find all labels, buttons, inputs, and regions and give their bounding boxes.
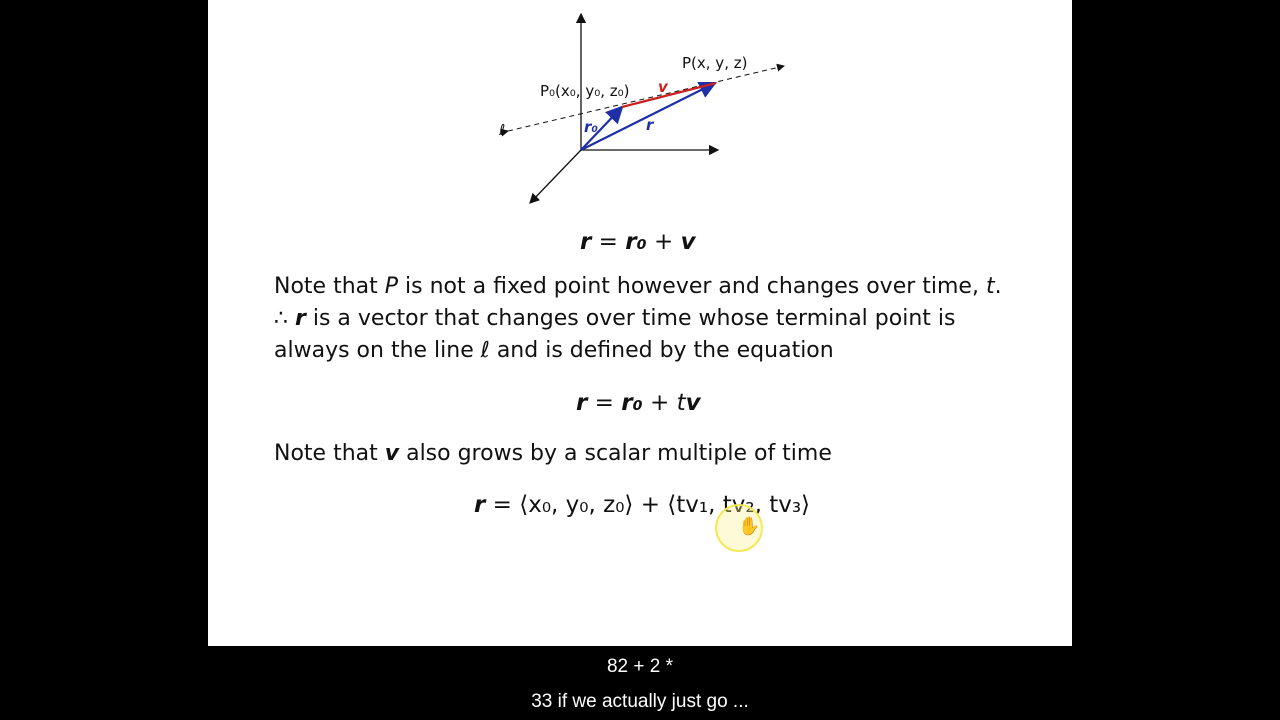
paragraph-note-p: Note that P is not a fixed point however and changes over time, t. ∴ r is a vector that changes over time whose terminal point is always on the line ℓ and is defined by the equation xyxy=(274,274,1002,363)
equation-components: r = ⟨x₀, y₀, z₀⟩ + ⟨tv₁, tv₂, tv₃⟩ xyxy=(474,492,811,518)
equation-r-r0-tv: r = r₀ + tv xyxy=(576,390,701,416)
v-vector xyxy=(622,83,716,107)
caption-line-1: 82 + 2 * xyxy=(606,656,674,677)
label-p0: P₀(x₀, y₀, z₀) xyxy=(540,82,630,100)
hand-cursor-icon: ✋ xyxy=(738,516,761,537)
x-axis xyxy=(530,150,581,203)
label-r: r xyxy=(646,116,654,134)
paragraph-note-v: Note that v also grows by a scalar multiple of time xyxy=(274,441,832,466)
caption-line-2: 33 if we actually just go ... xyxy=(531,691,749,712)
label-p: P(x, y, z) xyxy=(682,54,748,72)
lecture-slide xyxy=(208,0,1072,646)
equation-r-r0-v: r = r₀ + v xyxy=(580,229,696,255)
vector-line-diagram xyxy=(208,0,1072,220)
label-line: ℓ xyxy=(499,121,506,139)
label-r0: r₀ xyxy=(584,118,598,136)
captions xyxy=(0,646,1280,720)
label-v: v xyxy=(658,78,668,96)
